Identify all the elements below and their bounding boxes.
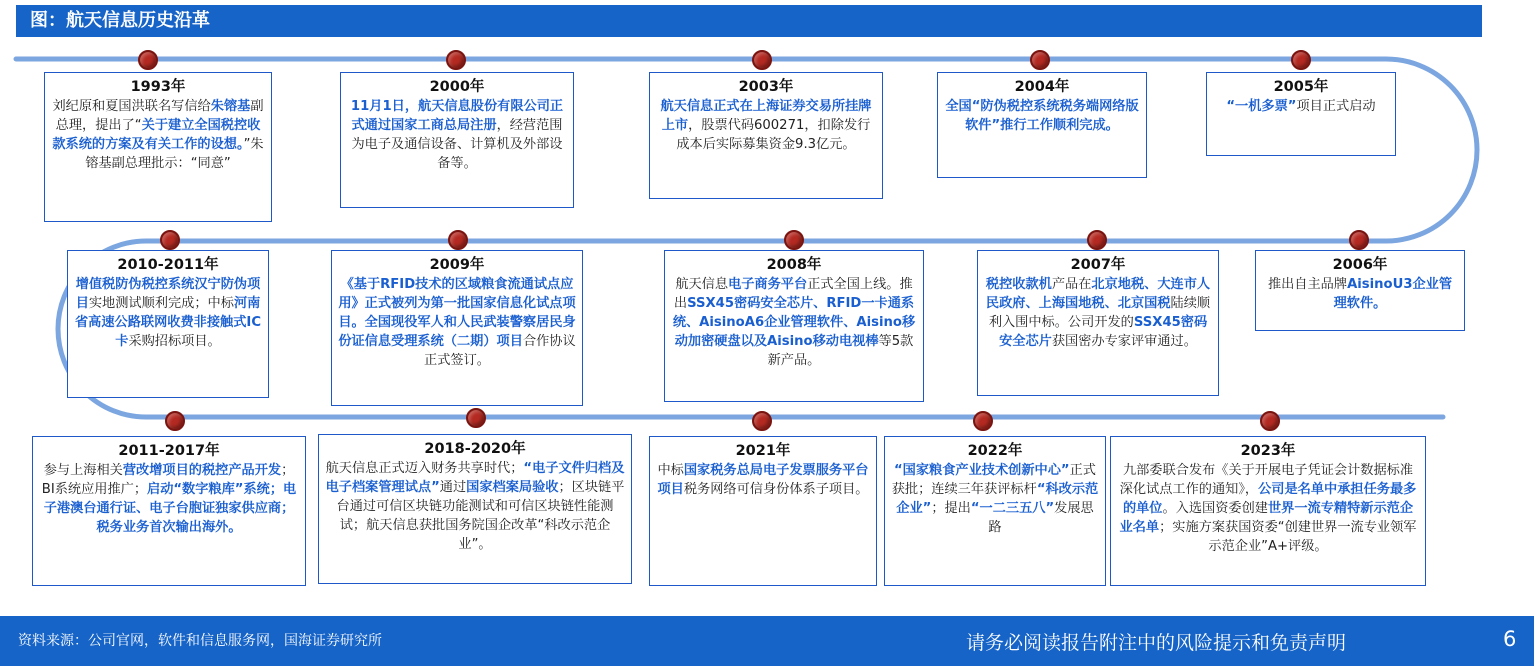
- milestone-card: [44, 72, 272, 222]
- body-text: ，经营范围为电子及通信设备、计算机及外部设备等。: [351, 118, 563, 171]
- highlight-text: “科改示范企业”: [896, 482, 1099, 516]
- highlight-text: “一机多票”: [1226, 99, 1297, 114]
- milestone-description: [671, 275, 917, 370]
- body-text: 等5款新产品。: [767, 334, 914, 368]
- disclaimer: 请务必阅读报告附注中的风险提示和免责声明: [966, 632, 1347, 654]
- milestone-year: 2009年: [429, 257, 485, 273]
- body-text: 通过: [439, 480, 467, 495]
- milestone-year: 2000年: [429, 79, 485, 95]
- milestone-card: [1110, 436, 1426, 586]
- milestone-dot: [784, 230, 804, 250]
- highlight-text: AisinoU3企业管理软件。: [1333, 277, 1453, 311]
- milestone-year: 2022年: [967, 443, 1023, 459]
- milestone-dot: [165, 411, 185, 431]
- body-text: 实地测试顺利完成；中标: [88, 296, 234, 311]
- body-text: 陆续顺利入围中标。公司开发的: [988, 296, 1211, 330]
- milestone-card: [331, 250, 583, 406]
- page-title: 图：航天信息历史沿革: [16, 5, 1482, 37]
- milestone-dot: [448, 230, 468, 250]
- body-text: 产品在: [1051, 277, 1092, 292]
- milestone-year: 2011-2017年: [118, 443, 220, 459]
- milestone-year: 2010-2011年: [117, 257, 219, 273]
- footer: [0, 616, 1534, 666]
- milestone-dot: [752, 50, 772, 70]
- milestone-year: 2008年: [766, 257, 822, 273]
- body-text: ，股票代码600271，扣除发行成本后实际募集资金9.3亿元。: [676, 118, 871, 152]
- milestone-dot: [1030, 50, 1050, 70]
- body-text: 航天信息: [675, 277, 729, 292]
- body-text: 项目正式启动: [1296, 99, 1376, 114]
- body-text: 参与上海相关: [43, 463, 123, 478]
- highlight-text: 朱镕基: [210, 99, 251, 114]
- milestone-description: [74, 275, 262, 351]
- milestone-card: [318, 434, 632, 584]
- milestone-card: [977, 250, 1219, 396]
- body-text: 中标: [657, 463, 684, 478]
- highlight-text: 全国“防伪税控系统税务端网络版软件”推行工作顺利完成。: [945, 99, 1139, 133]
- highlight-text: “国家粮食产业技术创新中心”: [894, 463, 1070, 478]
- highlight-text: “电子文件归档及电子档案管理试点”: [325, 461, 625, 495]
- milestone-card: [937, 72, 1147, 178]
- milestone-description: [1117, 461, 1419, 556]
- highlight-text: 《基于RFID技术的区域粮食流通试点应用》正式被列为第一批国家信息化试点项目。全国现役军人和人民武装警察居民身份证信息受理系统（二期）项目: [338, 277, 576, 349]
- highlight-text: SSX45密码安全芯片、RFID一卡通系统、AisinoA6企业管理软件、Aisino移动加密硬盘以及Aisino移动电视棒: [672, 296, 916, 349]
- highlight-text: “一二三五八”: [970, 501, 1055, 516]
- highlight-text: 税控收款机: [985, 277, 1052, 292]
- highlight-text: 国家档案局验收: [466, 480, 559, 495]
- milestone-year: 2007年: [1070, 257, 1126, 273]
- milestone-year: 2004年: [1014, 79, 1070, 95]
- milestone-card: [649, 72, 883, 199]
- milestone-description: [39, 461, 299, 537]
- highlight-text: 启动“数字粮库”系统；电子港澳台通行证、电子台胞证独家供应商；税务业务首次输出海外。: [43, 482, 297, 535]
- milestone-dot: [466, 408, 486, 428]
- milestone-dot: [446, 50, 466, 70]
- milestone-dot: [1349, 230, 1369, 250]
- milestone-dot: [160, 230, 180, 250]
- milestone-year: 2021年: [735, 443, 791, 459]
- milestone-description: [325, 459, 625, 554]
- highlight-text: 航天信息正式在上海证券交易所挂牌上市: [660, 99, 872, 133]
- milestone-dot: [973, 411, 993, 431]
- milestone-card: [67, 250, 269, 398]
- milestone-description: [984, 275, 1212, 351]
- body-text: 合作协议正式签订。: [424, 334, 576, 368]
- milestone-year: 2006年: [1332, 257, 1388, 273]
- body-text: 副总理，提出了“: [55, 99, 264, 133]
- highlight-text: 国家税务总局电子发票服务平台项目: [657, 463, 869, 497]
- milestone-card: [340, 72, 574, 208]
- highlight-text: 增值税防伪税控系统汉宁防伪项目: [75, 277, 261, 311]
- milestone-year: 2005年: [1273, 79, 1329, 95]
- body-text: 发展思路: [988, 501, 1094, 535]
- milestone-description: [347, 97, 567, 173]
- milestone-year: 2003年: [738, 79, 794, 95]
- body-text: 航天信息正式迈入财务共享时代；: [325, 461, 524, 476]
- body-text: 正式获批；连续三年获评标杆: [891, 463, 1096, 497]
- milestone-description: [1213, 97, 1389, 116]
- body-text: 。入选国资委创建: [1162, 501, 1268, 516]
- milestone-year: 2018-2020年: [424, 441, 526, 457]
- body-text: ”朱镕基副总理批示：“同意”: [85, 137, 264, 171]
- highlight-text: 世界一流专精特新示范企业名单: [1119, 501, 1414, 535]
- milestone-card: [664, 250, 924, 402]
- body-text: 推出自主品牌: [1267, 277, 1348, 292]
- milestone-dot: [138, 50, 158, 70]
- highlight-text: 电子商务平台: [728, 277, 808, 292]
- highlight-text: 11月1日，航天信息股份有限公司正式通过国家工商总局注册: [350, 99, 564, 133]
- milestone-description: [1262, 275, 1458, 313]
- milestone-card: [649, 436, 877, 586]
- body-text: ；实施方案获国资委“创建世界一流专业领军示范企业”A+评级。: [1159, 520, 1417, 554]
- milestone-card: [32, 436, 306, 586]
- highlight-text: 河南省高速公路联网收费非接触式IC卡: [74, 296, 262, 349]
- page-number: 6: [1503, 627, 1517, 651]
- milestone-description: [656, 97, 876, 154]
- milestone-description: [944, 97, 1140, 135]
- highlight-text: 公司是名单中承担任务最多的单位: [1122, 482, 1417, 516]
- milestone-description: [51, 97, 265, 173]
- highlight-text: 关于建立全国税控收款系统的方案及有关工作的设想。: [52, 118, 261, 152]
- body-text: 获国密办专家评审通过。: [1051, 334, 1197, 349]
- body-text: ；提出: [931, 501, 971, 516]
- body-text: 正式全国上线。推出: [673, 277, 913, 311]
- milestone-dot: [1291, 50, 1311, 70]
- body-text: 税务网络可信身份体系子项目。: [683, 482, 869, 497]
- milestone-year: 1993年: [130, 79, 186, 95]
- milestone-description: [338, 275, 576, 370]
- body-text: ；区块链平台通过可信区块链功能测试和可信区块链性能测试；航天信息获批国务院国企改革“科改示范企业”。: [336, 480, 625, 552]
- body-text: 刘纪原和夏国洪联名写信给: [52, 99, 211, 114]
- milestone-dot: [1087, 230, 1107, 250]
- highlight-text: 营改增项目的税控产品开发: [122, 463, 282, 478]
- body-text: ；BI系统应用推广；: [41, 463, 295, 497]
- milestone-description: [891, 461, 1099, 537]
- milestone-card: [1206, 72, 1396, 156]
- milestone-description: [656, 461, 870, 499]
- milestone-card: [884, 436, 1106, 586]
- highlight-text: SSX45密码安全芯片: [999, 315, 1208, 349]
- body-text: 采购招标项目。: [128, 334, 221, 349]
- milestone-year: 2023年: [1240, 443, 1296, 459]
- body-text: 九部委联合发布《关于开展电子凭证会计数据标准深化试点工作的通知》，: [1119, 463, 1414, 497]
- milestone-dot: [752, 411, 772, 431]
- highlight-text: 北京地税、大连市人民政府、上海国地税、北京国税: [985, 277, 1211, 311]
- milestone-card: [1255, 250, 1465, 331]
- milestone-dot: [1260, 411, 1280, 431]
- source-note: 资料来源：公司官网，软件和信息服务网，国海证券研究所: [18, 633, 382, 649]
